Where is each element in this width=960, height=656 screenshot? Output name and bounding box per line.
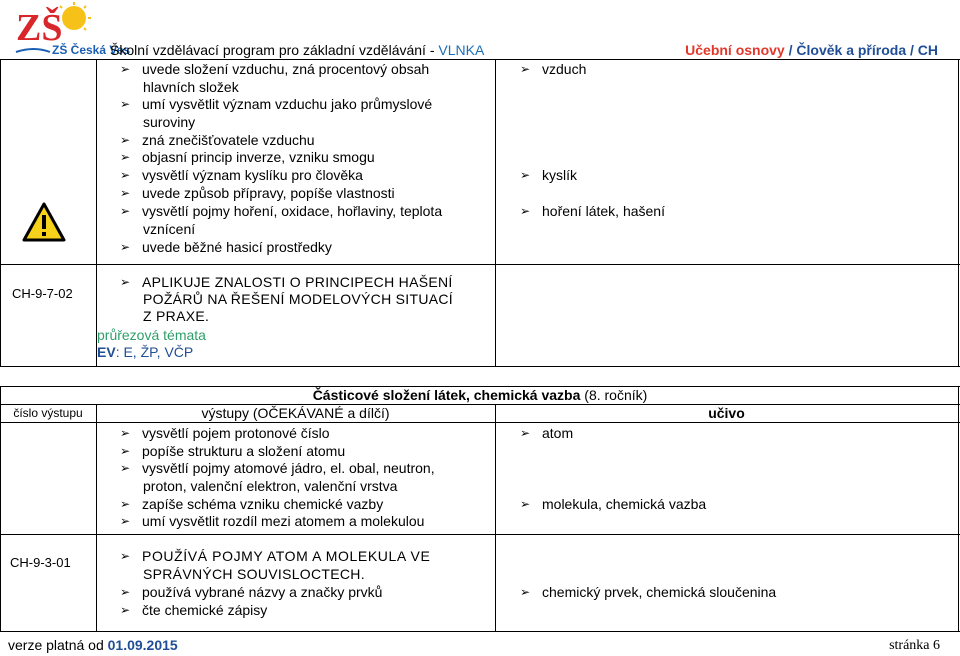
output-code: CH-9-7-02: [12, 286, 73, 301]
key-output-line2: POŽÁRŮ NA ŘEŠENÍ MODELOVÝCH SITUACÍ: [143, 291, 453, 307]
key-output-line3: Z PRAXE.: [143, 308, 210, 324]
bottom-table-col2: [495, 404, 496, 632]
bottom-table-col1: [96, 404, 97, 632]
bottom-table-bottom: [0, 631, 960, 632]
col-header-curriculum: učivo: [708, 405, 745, 421]
top-table-border: [0, 59, 960, 60]
list-item-continuation: hlavních složek: [143, 79, 239, 95]
page-number: stránka 6: [889, 638, 940, 653]
list-item-continuation: proton, valenční elektron, valenční vrstva: [143, 478, 398, 494]
cross-topics: EV: E, ŽP, VČP: [97, 344, 194, 360]
svg-text:ZŠ Česká Ves: ZŠ Česká Ves: [52, 43, 131, 57]
curriculum-label: Učební osnovy: [685, 42, 785, 58]
top-table-right: [958, 59, 959, 367]
top-table-left: [0, 59, 1, 367]
bottom-row-divider: [0, 534, 960, 535]
svg-text:ZŠ: ZŠ: [16, 7, 63, 49]
bottom-table-left: [0, 386, 1, 632]
curriculum-subject: / Člověk a příroda / CH: [784, 42, 938, 58]
bottom-table-right: [958, 386, 959, 632]
footer-version: verze platná od 01.09.2015: [8, 637, 178, 653]
program-vlnka: VLNKA: [438, 42, 485, 58]
cross-topics-label: průřezová témata: [97, 327, 206, 343]
footer-date: 01.09.2015: [107, 637, 178, 653]
section-title: Částicové složení látek, chemická vazba (8. ročník): [312, 387, 648, 403]
curriculum-title: [685, 42, 938, 58]
top-table-bottom: [0, 366, 960, 367]
output-code: CH-9-3-01: [10, 555, 71, 570]
top-table-col2: [495, 59, 496, 367]
program-title: [110, 42, 484, 58]
list-item-continuation: vznícení: [143, 221, 196, 237]
warning-icon: [22, 202, 66, 242]
col-header-code: číslo výstupu: [13, 406, 83, 420]
col-header-outputs: výstupy (OČEKÁVANÉ a dílčí): [201, 405, 390, 421]
top-table-col1: [96, 59, 97, 367]
top-row-divider: [0, 264, 960, 265]
list-item-continuation: suroviny: [143, 114, 196, 130]
bottom-header-divider: [0, 422, 960, 423]
key-output-line2: SPRÁVNÝCH SOUVISLOCTECH.: [143, 566, 365, 582]
program-name: Školní vzdělávací program pro základní vzdělávání -: [110, 42, 439, 58]
school-logo: [14, 2, 131, 58]
